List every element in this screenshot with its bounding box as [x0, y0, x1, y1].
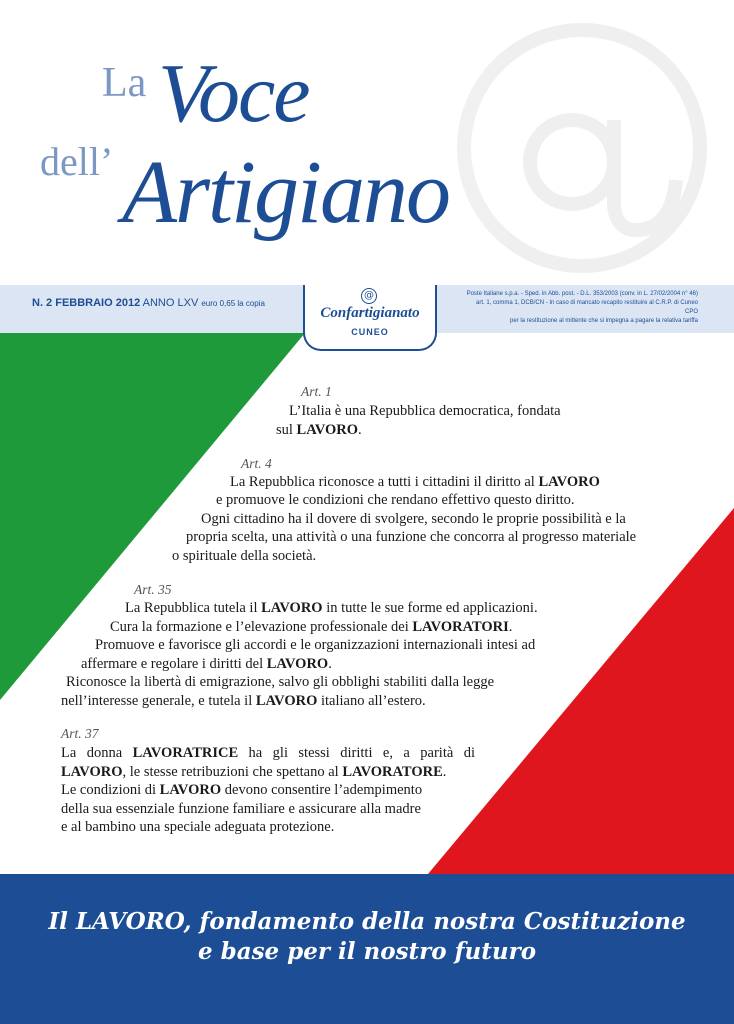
issue-number-date: N. 2 FEBBRAIO 2012 [32, 297, 141, 309]
article-line [276, 421, 362, 439]
text-run: . [328, 656, 332, 672]
text-run: . [358, 422, 362, 438]
article-line [125, 599, 538, 617]
article-line: Riconosce la libertà di emigrazione, salvo gli obblighi stabiliti dalla legge [66, 674, 495, 690]
text-run: La Repubblica riconosce a tutti i cittadini il diritto al [230, 474, 539, 490]
at-sign-icon: @ [361, 288, 377, 304]
text-run: in tutte le sue forme ed applicazioni. [322, 600, 538, 616]
article-line [61, 763, 446, 781]
text-run: La Repubblica tutela il [125, 600, 262, 616]
text-run: Cura la formazione e l’elevazione professionale dei [110, 619, 413, 635]
keyword-lavoro: LAVORO [538, 474, 600, 490]
headline-line-1: Il LAVORO, fondamento della nostra Costituzione [48, 908, 686, 935]
article-line [61, 781, 422, 799]
article-line: propria scelta, una attività o una funzione che concorra al progresso materiale [186, 529, 637, 545]
article-label: Art. 37 [61, 726, 99, 741]
text-run: La donna [61, 745, 133, 761]
masthead-la: La [102, 60, 147, 106]
keyword-lavoro: LAVORO [255, 693, 318, 709]
article-line: della sua essenziale funzione familiare e assicurare alla madre [61, 801, 421, 817]
postal-note-line: Poste Italiane s.p.a. - Sped. in Abb. post. - D.L. 353/2003 (conv. in L. 27/02/2004 n° 46) [466, 291, 698, 297]
text-run: sul [276, 422, 297, 438]
text-run: Le condizioni di [61, 782, 160, 798]
article-line [230, 473, 600, 491]
article-line: e al bambino una speciale adeguata protezione. [61, 819, 335, 835]
red-flag-band [428, 508, 734, 874]
organization-name: Confartigianato [320, 305, 420, 321]
text-run: . [442, 764, 447, 780]
keyword-lavoro: LAVORO [266, 656, 329, 672]
text-run: nell’interesse generale, e tutela il [61, 693, 256, 709]
article-label: Art. 35 [134, 582, 172, 597]
article-line: Ogni cittadino ha il dovere di svolgere, secondo le proprie possibilità e la [201, 511, 626, 527]
headline-banner [0, 874, 734, 1024]
text-run: ha gli stessi diritti e, a parità di [238, 745, 475, 761]
text-run: , le stesse retribuzioni che spettano al [122, 764, 343, 780]
issue-price: euro 0,65 la copia [201, 299, 265, 308]
headline-line-2: e base per il nostro futuro [197, 938, 537, 965]
keyword-lavoro: LAVORO [296, 422, 359, 438]
article-line: e promuove le condizioni che rendano effettivo questo diritto. [216, 492, 575, 508]
text-run: affermare e regolare i diritti del [81, 656, 267, 672]
text-run: italiano all’estero. [317, 693, 426, 709]
article-line [61, 744, 475, 762]
article-line: o spirituale della società. [172, 548, 317, 564]
keyword-lavoratori: LAVORATORI [412, 619, 509, 635]
article-line: L’Italia è una Repubblica democratica, fondata [289, 403, 561, 419]
text-run: devono consentire l’adempimento [221, 782, 423, 798]
organization-city: CUNEO [351, 327, 389, 337]
postal-note-line: per la restituzione al mittente che si impegna a pagare la relativa tariffa [510, 318, 698, 324]
keyword-lavoratrice: LAVORATRICE [132, 745, 239, 761]
article-line: Promuove e favorisce gli accordi e le organizzazioni internazionali intesi ad [95, 637, 536, 653]
article-line [81, 655, 332, 673]
masthead-artigiano: Artigiano [122, 143, 450, 242]
postal-note-line: art. 1, comma 1, DCB/CN - In caso di mancato recapito restituire al C.R.P. di Cuneo CPO [476, 300, 698, 315]
keyword-lavoro: LAVORO [261, 600, 323, 616]
postal-note [466, 290, 698, 326]
keyword-lavoratore: LAVORATORE [342, 764, 443, 780]
at-sign-icon [464, 30, 700, 266]
article-label: Art. 4 [241, 456, 272, 471]
masthead-voce: Voce [158, 47, 309, 140]
article-line [61, 692, 426, 710]
keyword-lavoro: LAVORO [61, 764, 123, 780]
keyword-lavoro: LAVORO [159, 782, 222, 798]
confartigianato-logo-tab [303, 285, 437, 351]
issue-info [32, 297, 265, 309]
article-line [110, 618, 512, 636]
article-label: Art. 1 [301, 384, 332, 399]
masthead-dell: dell’ [40, 139, 114, 184]
issue-year: ANNO LXV [142, 297, 199, 309]
text-run: . [508, 619, 513, 635]
